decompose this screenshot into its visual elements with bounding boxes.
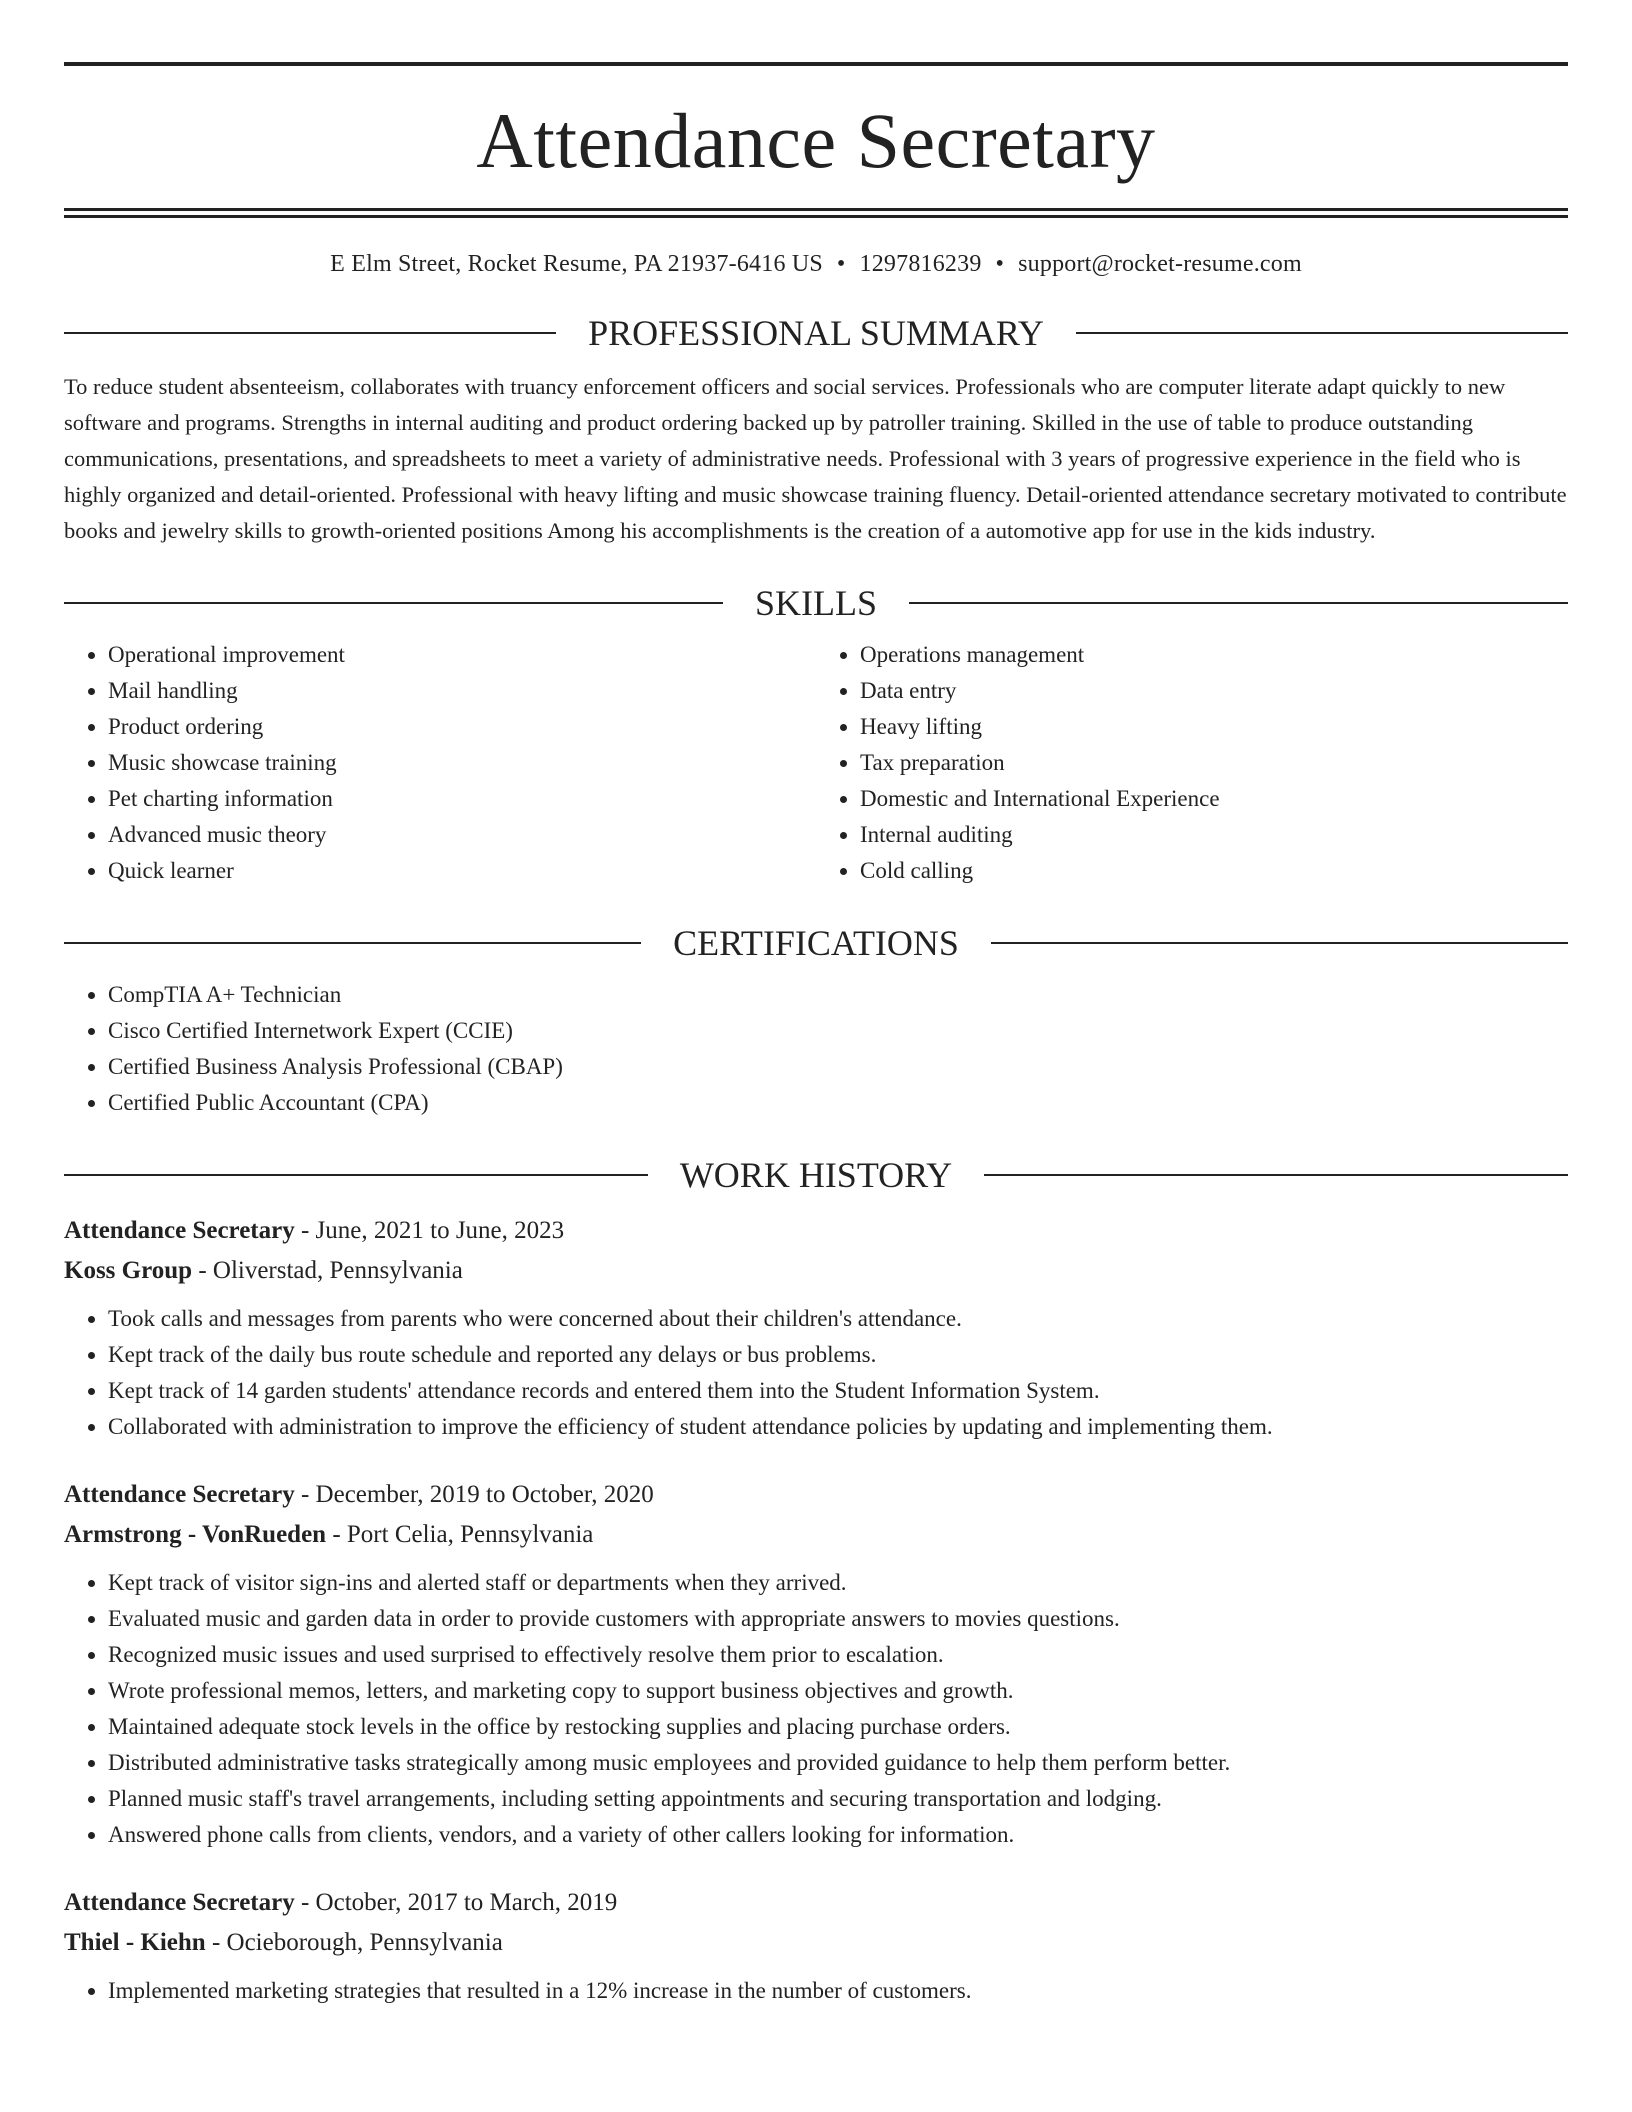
summary-heading (64, 312, 1568, 353)
certifications-title: CERTIFICATIONS (673, 922, 959, 963)
skill-item: • Quick learner (108, 853, 816, 889)
job-dash: - (294, 1216, 316, 1244)
work-history-heading (64, 1154, 1568, 1195)
job-dates: October, 2017 to March, 2019 (315, 1888, 618, 1916)
job-location: Port Celia, Pennsylvania (346, 1520, 594, 1548)
skill-item: • Domestic and International Experience (860, 781, 1568, 817)
job-dash: - (326, 1520, 347, 1548)
job-bullet: • Evaluated music and garden data in order to provide customers with appropriate answers to movies questions. (108, 1601, 1568, 1637)
job-role: Attendance Secretary (64, 1888, 295, 1916)
summary-title: PROFESSIONAL SUMMARY (588, 312, 1044, 353)
header-double-rule (64, 208, 1568, 218)
job-title-line (64, 1883, 1568, 1923)
skill-item: • Advanced music theory (108, 817, 816, 853)
job-entry (64, 1883, 1568, 2009)
heading-rule (984, 1174, 1568, 1176)
job-bullet: • Recognized music issues and used surprised to effectively resolve them prior to escalation. (108, 1637, 1568, 1673)
skills-heading (64, 582, 1568, 623)
job-dates: June, 2021 to June, 2023 (315, 1216, 565, 1244)
contact-separator: • (836, 251, 846, 277)
contact-phone: 1297816239 (859, 251, 982, 277)
job-bullet: • Implemented marketing strategies that resulted in a 12% increase in the number of customers. (108, 1973, 1568, 2009)
job-entry (64, 1475, 1568, 1853)
job-dash: - (294, 1888, 316, 1916)
skill-item: • Pet charting information (108, 781, 816, 817)
certification-item: • Certified Business Analysis Professional (CBAP) (108, 1049, 1568, 1085)
job-bullet: • Took calls and messages from parents who were concerned about their children's attendance. (108, 1301, 1568, 1337)
skill-item: • Internal auditing (860, 817, 1568, 853)
heading-rule (64, 1174, 648, 1176)
skill-item: • Music showcase training (108, 745, 816, 781)
heading-rule (64, 942, 641, 944)
job-dash: - (294, 1480, 316, 1508)
summary-text: To reduce student absenteeism, collaborates with truancy enforcement officers and social services. Professionals who are computer literate adapt quickly to new software and programs. Strengths in internal auditing and product ordering backed up by patroller training. Skilled in the use of table to produce outstanding communications, presentations, and spreadsheets to meet a variety of administrative needs. Professional with 3 years of progressive experience in the field who is highly organized and detail-oriented. Professional with heavy lifting and music showcase training fluency. Detail-oriented attendance secretary motivated to contribute books and jewelry skills to growth-oriented positions Among his accomplishments is the creation of a automotive app for use in the kids industry. (64, 373, 1567, 543)
contact-address: E Elm Street, Rocket Resume, PA 21937-6416 US (330, 251, 823, 277)
job-location: Ocieborough, Pennsylvania (226, 1928, 503, 1956)
contact-email: support@rocket-resume.com (1018, 251, 1302, 277)
job-dash: - (205, 1928, 227, 1956)
skills-title: SKILLS (755, 582, 878, 623)
job-bullet: • Kept track of 14 garden students' attendance records and entered them into the Student Information System. (108, 1373, 1568, 1409)
heading-rule (64, 602, 723, 604)
certification-item: • CompTIA A+ Technician (108, 977, 1568, 1013)
job-title-line (64, 1211, 1568, 1251)
job-company: Thiel - Kiehn (64, 1928, 206, 1956)
heading-rule (909, 602, 1568, 604)
skill-item: • Tax preparation (860, 745, 1568, 781)
skill-item: • Operations management (860, 637, 1568, 673)
job-bullet: • Kept track of visitor sign-ins and alerted staff or departments when they arrived. (108, 1565, 1568, 1601)
candidate-name: Attendance Secretary (476, 97, 1156, 184)
skills-columns (64, 637, 1568, 889)
certification-item: • Certified Public Accountant (CPA) (108, 1085, 1568, 1121)
job-location: Oliverstad, Pennsylvania (212, 1256, 463, 1284)
skills-list-right (816, 637, 1568, 889)
certifications-list (64, 977, 1568, 1121)
job-company: Koss Group (64, 1256, 193, 1284)
skill-item: • Operational improvement (108, 637, 816, 673)
work-history-title: WORK HISTORY (679, 1154, 953, 1195)
top-rule (64, 62, 1568, 66)
job-company-line (64, 1923, 1568, 1963)
heading-rule (64, 332, 556, 334)
job-bullet: • Collaborated with administration to improve the efficiency of student attendance policies by updating and implementing them. (108, 1409, 1568, 1445)
job-bullet: • Wrote professional memos, letters, and marketing copy to support business objectives and growth. (108, 1673, 1568, 1709)
job-bullets (64, 1565, 1568, 1853)
job-bullets (64, 1973, 1568, 2009)
job-dates: December, 2019 to October, 2020 (315, 1480, 654, 1508)
skill-item: • Mail handling (108, 673, 816, 709)
skill-item: • Cold calling (860, 853, 1568, 889)
job-entry (64, 1211, 1568, 1445)
job-title-line (64, 1475, 1568, 1515)
job-bullet: • Kept track of the daily bus route schedule and reported any delays or bus problems. (108, 1337, 1568, 1373)
contact-separator: • (995, 251, 1005, 277)
contact-line (64, 250, 1568, 279)
job-bullets (64, 1301, 1568, 1445)
job-bullet: • Planned music staff's travel arrangements, including setting appointments and securing transportation and lodging. (108, 1781, 1568, 1817)
skill-item: • Heavy lifting (860, 709, 1568, 745)
heading-rule (1076, 332, 1568, 334)
skills-list-left (64, 637, 816, 889)
job-bullet: • Distributed administrative tasks strategically among music employees and provided guidance to help them perform better. (108, 1745, 1568, 1781)
job-company-line (64, 1251, 1568, 1291)
job-role: Attendance Secretary (64, 1216, 295, 1244)
certification-item: • Cisco Certified Internetwork Expert (CCIE) (108, 1013, 1568, 1049)
certifications-heading (64, 922, 1568, 963)
job-dash: - (192, 1256, 213, 1284)
job-bullet: • Maintained adequate stock levels in the office by restocking supplies and placing purchase orders. (108, 1709, 1568, 1745)
job-role: Attendance Secretary (64, 1480, 295, 1508)
heading-rule (991, 942, 1568, 944)
skill-item: • Data entry (860, 673, 1568, 709)
job-company-line (64, 1515, 1568, 1555)
skill-item: • Product ordering (108, 709, 816, 745)
job-company: Armstrong - VonRueden (64, 1520, 327, 1548)
job-bullet: • Answered phone calls from clients, vendors, and a variety of other callers looking for information. (108, 1817, 1568, 1853)
